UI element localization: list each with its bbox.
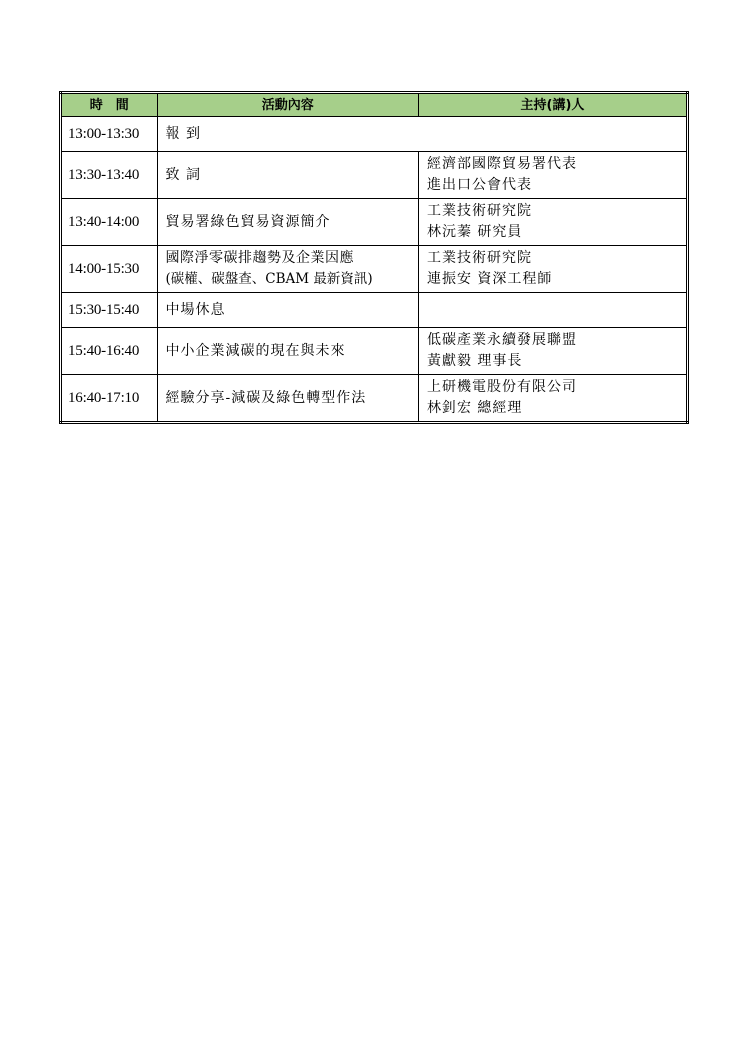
table-row [61,152,688,199]
topic-cell [157,152,418,199]
topic-cell [157,117,687,152]
topic-line: 貿易署綠色貿易資源簡介 [165,213,331,230]
header-row [61,93,688,117]
table-row [61,293,688,328]
time-cell: 16:40-17:10 [61,375,158,423]
host-line: 經濟部國際貿易署代表 [426,156,577,172]
host-cell [418,152,687,199]
host-line: 連振安 資深工程師 [426,271,553,287]
host-line: 林釗宏 總經理 [426,400,523,416]
topic-cell [157,375,418,423]
topic-line: 中場休息 [165,301,226,318]
host-cell [418,375,687,423]
host-cell [418,199,687,246]
table-row [61,246,688,293]
host-cell [418,293,687,328]
header-topic: 活動內容 [157,93,418,117]
header-time: 時 間 [61,93,158,117]
host-line: 工業技術研究院 [426,250,532,266]
table-row [61,117,688,152]
host-line: 低碳產業永續發展聯盟 [426,332,577,348]
topic-cell [157,246,418,293]
topic-line: (碳權、碳盤查、CBAM 最新資訊) [165,271,373,287]
host-line: 上研機電股份有限公司 [426,379,577,395]
time-cell: 14:00-15:30 [61,246,158,293]
time-cell: 13:00-13:30 [61,117,158,152]
time-cell: 15:40-16:40 [61,328,158,375]
table-row [61,328,688,375]
time-cell: 13:30-13:40 [61,152,158,199]
topic-line: 經驗分享-減碳及綠色轉型作法 [165,389,367,406]
host-cell [418,246,687,293]
host-line: 工業技術研究院 [426,203,532,219]
host-line: 林沅蓁 研究員 [426,224,523,240]
time-cell: 13:40-14:00 [61,199,158,246]
topic-line: 國際淨零碳排趨勢及企業因應 [165,250,355,266]
agenda-body [61,117,688,423]
topic-cell [157,328,418,375]
topic-line: 報 到 [165,125,201,142]
topic-line: 致 詞 [165,166,201,183]
table-row [61,199,688,246]
table-row [61,375,688,423]
host-line: 黃獻毅 理事長 [426,353,523,369]
time-cell: 15:30-15:40 [61,293,158,328]
topic-line: 中小企業減碳的現在與未來 [165,342,346,359]
header-host: 主持(講)人 [418,93,687,117]
topic-cell [157,199,418,246]
agenda-table [59,91,689,424]
host-line: 進出口公會代表 [426,177,532,193]
host-cell [418,328,687,375]
topic-cell [157,293,418,328]
